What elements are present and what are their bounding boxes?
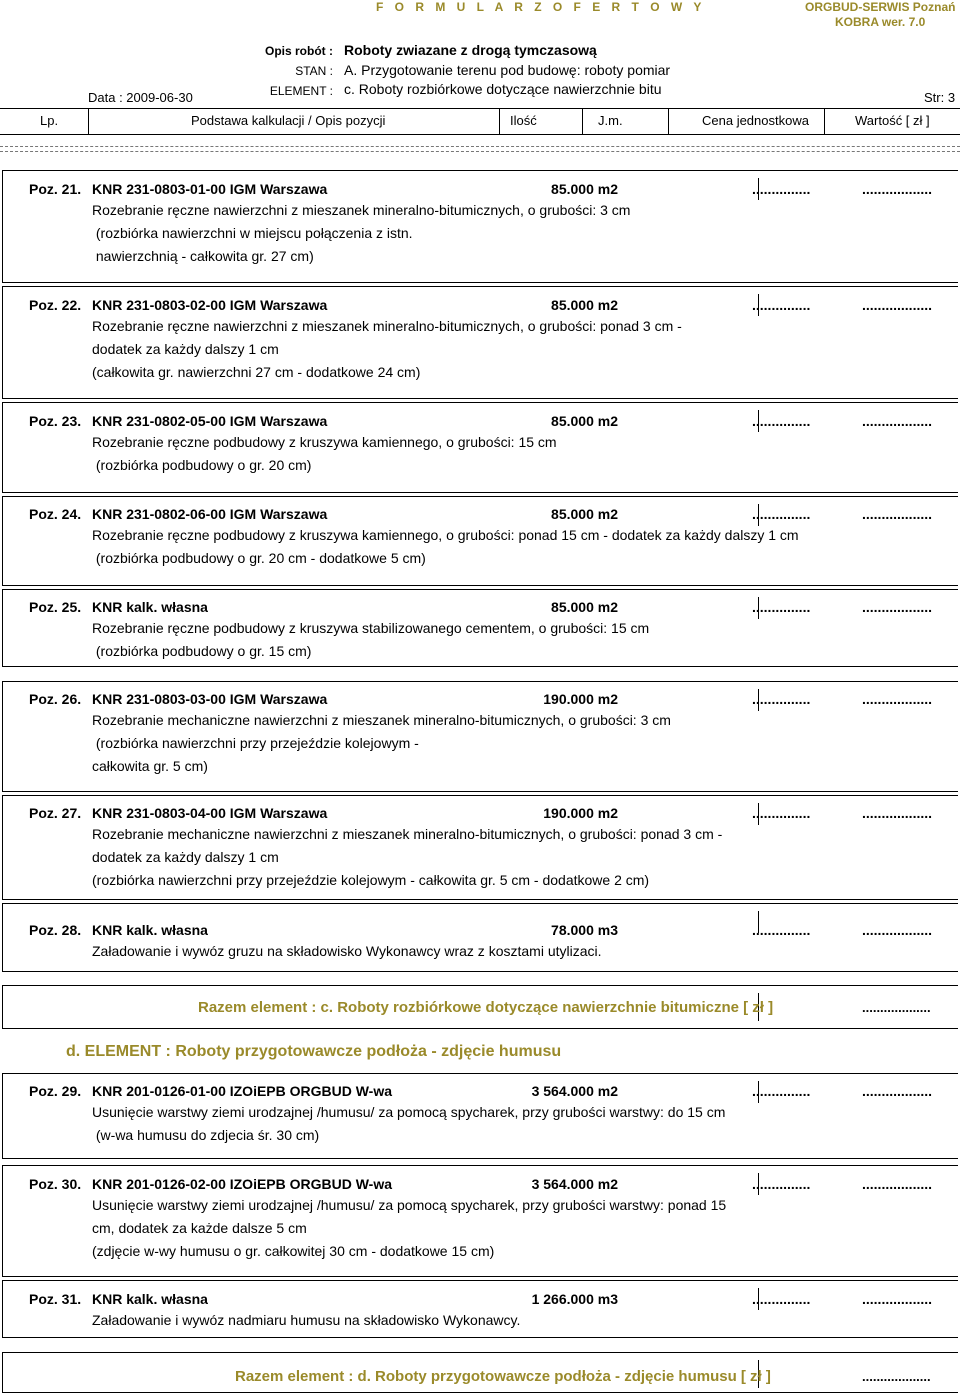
position-quantity: 85.000 m2 bbox=[551, 181, 618, 197]
position-number: Poz. 28. bbox=[29, 922, 82, 938]
position-unit-price: ............... bbox=[752, 1291, 811, 1307]
col-divider bbox=[668, 108, 669, 134]
col-divider bbox=[582, 108, 583, 134]
position-description-line: (rozbiórka podbudowy o gr. 20 cm) bbox=[92, 457, 312, 473]
position-value: .................. bbox=[862, 1083, 933, 1099]
position-quantity: 85.000 m2 bbox=[551, 297, 618, 313]
position-basis: KNR 231-0802-05-00 IGM Warszawa bbox=[92, 413, 328, 429]
position-unit-price: ............... bbox=[752, 599, 811, 615]
position-quantity: 78.000 m3 bbox=[551, 922, 618, 938]
position-description-line: Rozebranie ręczne podbudowy z kruszywa kamiennego, o grubości: ponad 15 cm - dodatek za każdy dalszy 1 cm bbox=[92, 527, 799, 543]
col-price: Cena jednostkowa bbox=[702, 113, 809, 128]
position-basis: KNR 201-0126-02-00 IZOiEPB ORGBUD W-wa bbox=[92, 1176, 393, 1192]
position-quantity: 190.000 m2 bbox=[543, 691, 618, 707]
position-value: .................. bbox=[862, 1176, 933, 1192]
position-description-line: (w-wa humusu do zdjecia śr. 30 cm) bbox=[92, 1127, 320, 1143]
position-description-line: dodatek za każdy dalszy 1 cm bbox=[92, 341, 279, 357]
position-number: Poz. 27. bbox=[29, 805, 82, 821]
position-value: .................. bbox=[862, 599, 933, 615]
position-description-line: Rozebranie mechaniczne nawierzchni z mieszanek mineralno-bitumicznych, o grubości: ponad 3 cm - bbox=[92, 826, 723, 842]
position-value: .................. bbox=[862, 181, 933, 197]
position-description-line: Rozebranie ręczne nawierzchni z mieszanek mineralno-bitumicznych, o grubości: 3 cm bbox=[92, 202, 631, 218]
position-number: Poz. 22. bbox=[29, 297, 82, 313]
position-unit-price: ............... bbox=[752, 181, 811, 197]
position-unit-price: ............... bbox=[752, 506, 811, 522]
position-description-line: Załadowanie i wywóz nadmiaru humusu na składowisko Wykonawcy. bbox=[92, 1312, 521, 1328]
element-value: c. Roboty rozbiórkowe dotyczące nawierzchnie bitu bbox=[344, 81, 662, 97]
col-divider bbox=[499, 108, 500, 134]
position-value: .................. bbox=[862, 413, 933, 429]
position-description-line: cm, dodatek za każde dalsze 5 cm bbox=[92, 1220, 307, 1236]
position-number: Poz. 26. bbox=[29, 691, 82, 707]
col-qty: Ilość bbox=[510, 113, 537, 128]
position-number: Poz. 30. bbox=[29, 1176, 82, 1192]
dashed-rule bbox=[0, 146, 960, 147]
position-description-line: (rozbiórka podbudowy o gr. 15 cm) bbox=[92, 643, 312, 659]
element-label: ELEMENT : bbox=[269, 84, 333, 98]
position-number: Poz. 29. bbox=[29, 1083, 82, 1099]
position-value: .................. bbox=[862, 805, 933, 821]
position-unit-price: ............... bbox=[752, 413, 811, 429]
position-number: Poz. 21. bbox=[29, 181, 82, 197]
position-value: .................. bbox=[862, 1291, 933, 1307]
position-description-line: (rozbiórka nawierzchni przy przejeździe kolejowym - całkowita gr. 5 cm - dodatkowe 2 cm) bbox=[92, 872, 650, 888]
position-value: .................. bbox=[862, 691, 933, 707]
position-description-line: (zdjęcie w-wy humusu o gr. całkowitej 30 cm - dodatkowe 15 cm) bbox=[92, 1243, 495, 1259]
position-number: Poz. 23. bbox=[29, 413, 82, 429]
col-lp: Lp. bbox=[40, 113, 59, 128]
position-basis: KNR 231-0803-01-00 IGM Warszawa bbox=[92, 181, 328, 197]
position-basis: KNR 231-0803-02-00 IGM Warszawa bbox=[92, 297, 328, 313]
position-unit-price: ............... bbox=[752, 1083, 811, 1099]
position-basis: KNR kalk. własna bbox=[92, 922, 208, 938]
stan-value: A. Przygotowanie terenu pod budowę: roboty pomiar bbox=[344, 62, 671, 78]
position-number: Poz. 24. bbox=[29, 506, 82, 522]
col-unit: J.m. bbox=[598, 113, 623, 128]
col-value: Wartość [ zł ] bbox=[855, 113, 930, 128]
position-description-line: Rozebranie ręczne podbudowy z kruszywa stabilizowanego cementem, o grubości: 15 cm bbox=[92, 620, 650, 636]
position-basis: KNR kalk. własna bbox=[92, 599, 208, 615]
total-element-c-label: Razem element : c. Roboty rozbiórkowe dotyczące nawierzchnie bitumiczne [ zł ] bbox=[198, 999, 774, 1016]
position-unit-price: ............... bbox=[752, 922, 811, 938]
position-quantity: 85.000 m2 bbox=[551, 599, 618, 615]
position-description-line: (rozbiórka nawierzchni w miejscu połączenia z istn. bbox=[92, 225, 413, 241]
position-description-line: (rozbiórka podbudowy o gr. 20 cm - dodatkowe 5 cm) bbox=[92, 550, 426, 566]
position-description-line: Usunięcie warstwy ziemi urodzajnej /humusu/ za pomocą spycharek, przy grubości warstwy: do 15 cm bbox=[92, 1104, 726, 1120]
position-quantity: 3 564.000 m2 bbox=[531, 1176, 618, 1192]
stan-label: STAN : bbox=[295, 64, 333, 78]
position-description-line: Usunięcie warstwy ziemi urodzajnej /humusu/ za pomocą spycharek, przy grubości warstwy: ponad 15 bbox=[92, 1197, 727, 1213]
position-description-line: (całkowita gr. nawierzchni 27 cm - dodatkowe 24 cm) bbox=[92, 364, 421, 380]
position-number: Poz. 25. bbox=[29, 599, 82, 615]
position-basis: KNR 231-0802-06-00 IGM Warszawa bbox=[92, 506, 328, 522]
col-basis: Podstawa kalkulacji / Opis pozycji bbox=[191, 113, 386, 128]
position-basis: KNR 201-0126-01-00 IZOiEPB ORGBUD W-wa bbox=[92, 1083, 393, 1099]
section-d-heading: d. ELEMENT : Roboty przygotowawcze podłoża - zdjęcie humusu bbox=[66, 1043, 562, 1060]
position-description-line: Rozebranie ręczne nawierzchni z mieszanek mineralno-bitumicznych, o grubości: ponad 3 cm - bbox=[92, 318, 682, 334]
total-element-c-value: ................... bbox=[862, 1000, 931, 1015]
software-version: KOBRA wer. 7.0 bbox=[835, 15, 926, 29]
position-basis: KNR 231-0803-04-00 IGM Warszawa bbox=[92, 805, 328, 821]
position-description-line: Rozebranie mechaniczne nawierzchni z mieszanek mineralno-bitumicznych, o grubości: 3 cm bbox=[92, 712, 671, 728]
position-description-line: całkowita gr. 5 cm) bbox=[92, 758, 208, 774]
col-divider bbox=[88, 108, 89, 134]
position-description-line: dodatek za każdy dalszy 1 cm bbox=[92, 849, 279, 865]
position-basis: KNR kalk. własna bbox=[92, 1291, 208, 1307]
position-unit-price: ............... bbox=[752, 1176, 811, 1192]
document-date: Data : 2009-06-30 bbox=[88, 90, 193, 105]
position-unit-price: ............... bbox=[752, 297, 811, 313]
position-value: .................. bbox=[862, 506, 933, 522]
page-number: Str: 3 bbox=[924, 90, 956, 105]
position-description-line: nawierzchnią - całkowita gr. 27 cm) bbox=[92, 248, 314, 264]
opis-label: Opis robót : bbox=[265, 44, 333, 58]
position-quantity: 1 266.000 m3 bbox=[531, 1291, 618, 1307]
opis-value: Roboty zwiazane z drogą tymczasową bbox=[344, 42, 597, 58]
position-quantity: 85.000 m2 bbox=[551, 506, 618, 522]
position-value: .................. bbox=[862, 297, 933, 313]
position-unit-price: ............... bbox=[752, 691, 811, 707]
position-unit-price: ............... bbox=[752, 805, 811, 821]
position-quantity: 3 564.000 m2 bbox=[531, 1083, 618, 1099]
position-description-line: Załadowanie i wywóz gruzu na składowisko Wykonawcy wraz z kosztami utylizaci. bbox=[92, 943, 602, 959]
position-description-line: Rozebranie ręczne podbudowy z kruszywa kamiennego, o grubości: 15 cm bbox=[92, 434, 557, 450]
header-bottom-rule bbox=[0, 134, 960, 135]
position-value: .................. bbox=[862, 922, 933, 938]
company-name: ORGBUD-SERWIS Poznań bbox=[805, 0, 956, 14]
position-quantity: 190.000 m2 bbox=[543, 805, 618, 821]
dashed-rule bbox=[0, 151, 960, 152]
position-number: Poz. 31. bbox=[29, 1291, 82, 1307]
position-basis: KNR 231-0803-03-00 IGM Warszawa bbox=[92, 691, 328, 707]
form-title: F O R M U L A R Z O F E R T O W Y bbox=[376, 0, 706, 14]
total-element-d-value: ................... bbox=[862, 1369, 931, 1384]
header-top-rule bbox=[0, 108, 960, 109]
position-description-line: (rozbiórka nawierzchni przy przejeździe kolejowym - bbox=[92, 735, 419, 751]
total-element-d-label: Razem element : d. Roboty przygotowawcze podłoża - zdjęcie humusu [ zł ] bbox=[235, 1368, 771, 1385]
position-quantity: 85.000 m2 bbox=[551, 413, 618, 429]
col-divider bbox=[824, 108, 825, 134]
